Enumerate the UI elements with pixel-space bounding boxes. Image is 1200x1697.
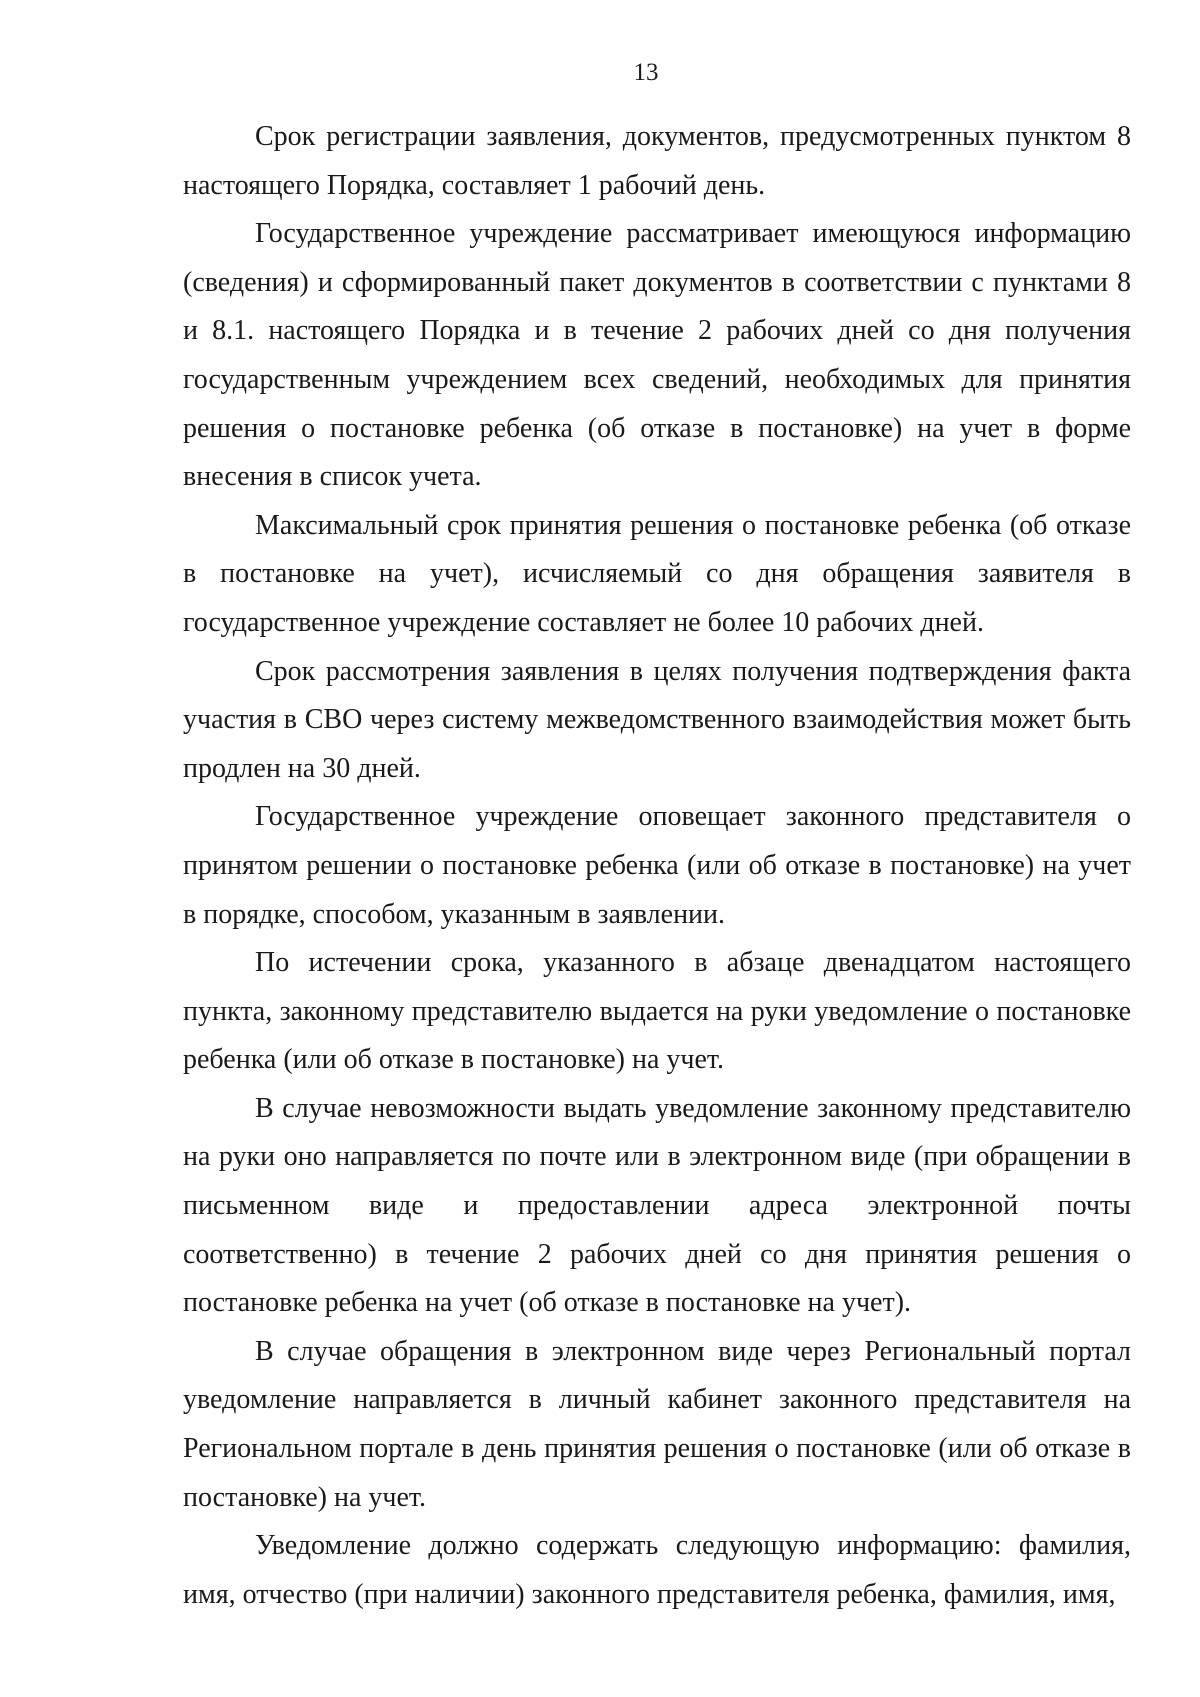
paragraph-svo-verification: Срок рассмотрения заявления в целях получения подтверждения факта участия в СВО через систему межведомственного взаимодействия может быть продлен на 30 дней.: [183, 655, 1131, 784]
paragraph-registration-term: Срок регистрации заявления, документов, предусмотренных пунктом 8 настоящего Порядка, составляет 1 рабочий день.: [183, 121, 1131, 201]
paragraph-notification-method: Государственное учреждение оповещает законного представителя о принятом решении о постановке ребенка (или об отказе в постановке) на учет в порядке, способом, указанным в заявлении.: [183, 801, 1131, 930]
page-number: 13: [633, 59, 659, 86]
paragraph-review-documents: Государственное учреждение рассматривает имеющуюся информацию (сведения) и сформированный пакет документов в соответствии с пунктами 8 и 8.1. настоящего Порядка и в течение 2 рабочих дней со дня получения государственным учреждением всех сведений, необходимых для принятия решения о постановке ребенка (об отказе в постановке) на учет в форме внесения в список учета.: [183, 218, 1131, 493]
paragraph-regional-portal: В случае обращения в электронном виде через Региональный портал уведомление направляется в личный кабинет законного представителя на Региональном портале в день принятия решения о постановке (или об отказе в постановке) на учет.: [183, 1335, 1131, 1513]
document-body: [183, 113, 1131, 1619]
paragraph-notice-issuance: По истечении срока, указанного в абзаце двенадцатом настоящего пункта, законному представителю выдается на руки уведомление о постановке ребенка (или об отказе в постановке) на учет.: [183, 947, 1131, 1076]
paragraph-notice-contents: Уведомление должно содержать следующую информацию: фамилия, имя, отчество (при наличии) законного представителя ребенка, фамилия, имя,: [183, 1530, 1131, 1610]
paragraph-mail-or-electronic: В случае невозможности выдать уведомление законному представителю на руки оно направляется по почте или в электронном виде (при обращении в письменном виде и предоставлении адреса электронной почты соответственно) в течение 2 рабочих дней со дня принятия решения о постановке ребенка на учет (об отказе в постановке на учет).: [183, 1092, 1131, 1319]
paragraph-max-decision-term: Максимальный срок принятия решения о постановке ребенка (об отказе в постановке на учет), исчисляемый со дня обращения заявителя в государственное учреждение составляет не более 10 рабочих дней.: [183, 509, 1131, 638]
